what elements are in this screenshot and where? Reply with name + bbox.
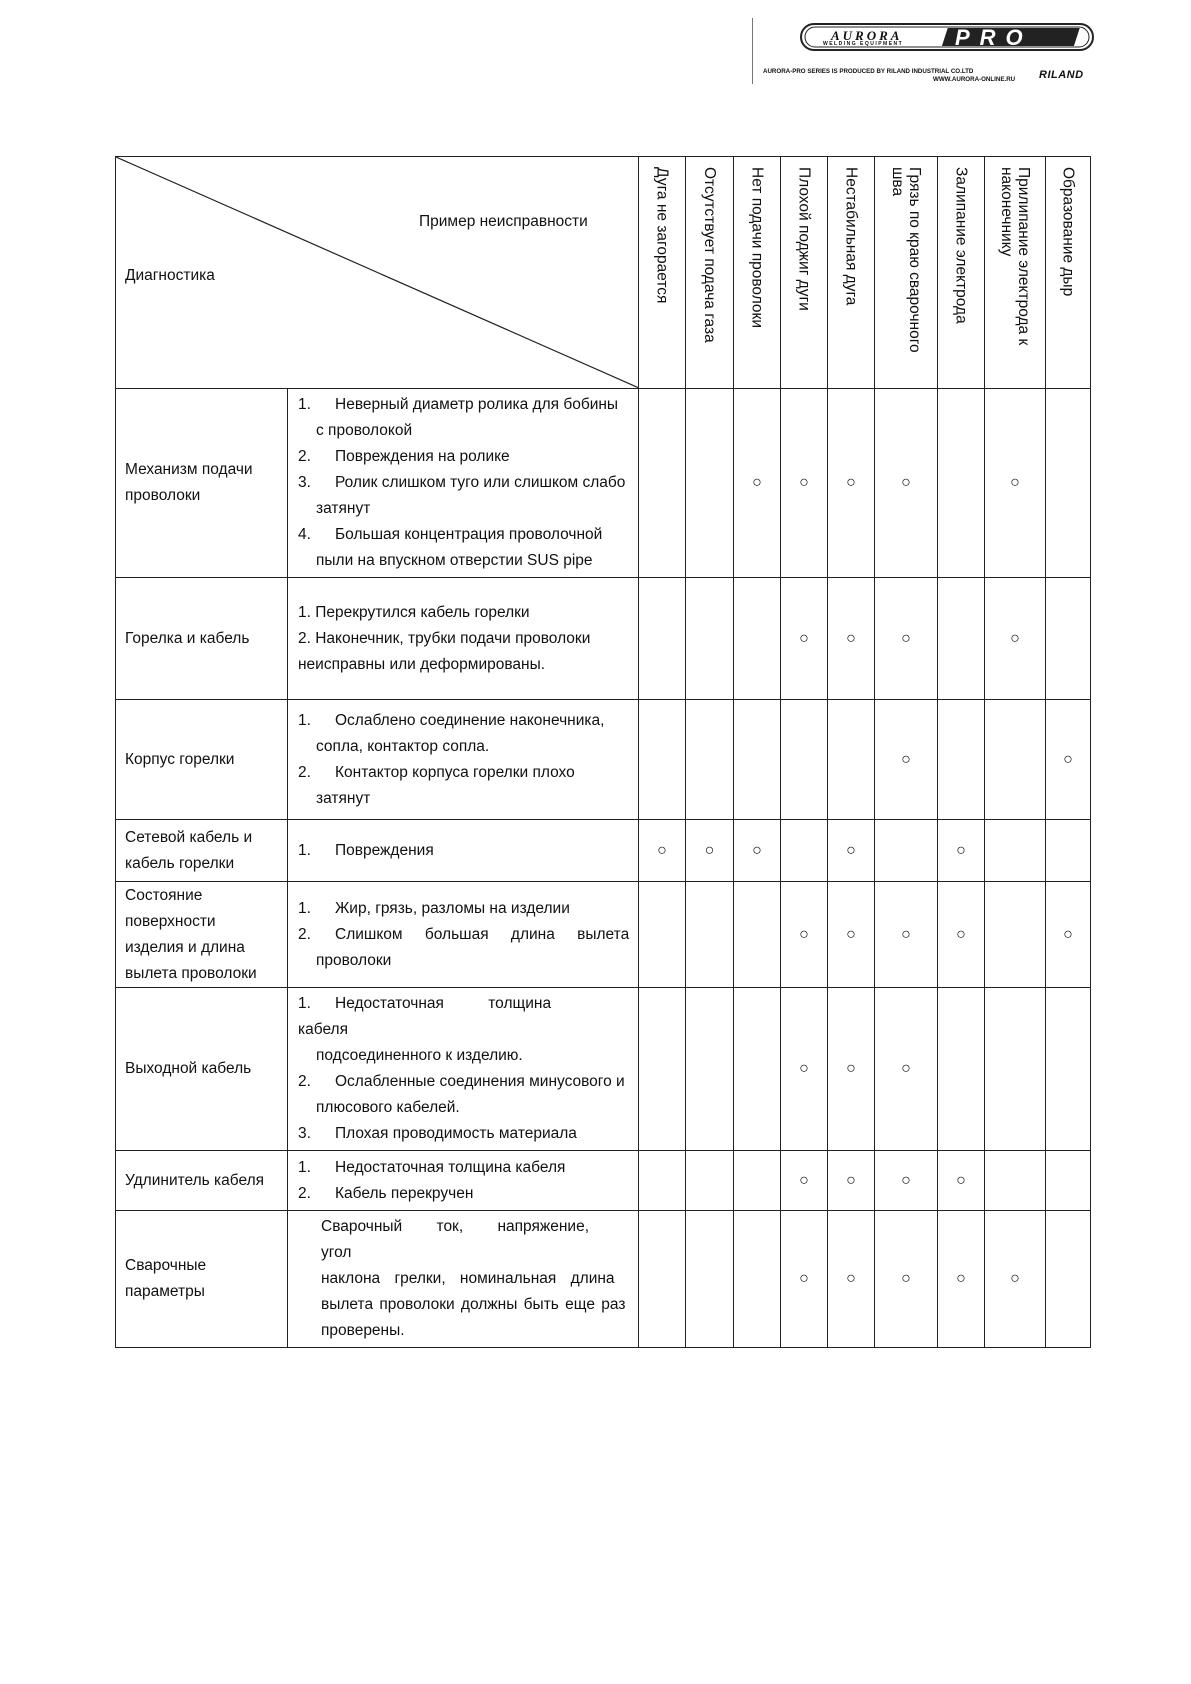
header-row (116, 157, 1091, 389)
column-header (828, 157, 875, 389)
column-header-label: Нестабильная дуга (842, 167, 860, 306)
causes-cell: 1. Жир, грязь, разломы на изделии 2. Слишком большая длина вылета проволоки (288, 882, 639, 988)
diagnosis-cell: Механизм подачи проволоки (116, 389, 288, 578)
aurora-pro-logo-icon (753, 18, 1096, 68)
mark-cell: ○ (875, 882, 938, 988)
mark-cell (686, 700, 734, 820)
mark-cell: ○ (938, 882, 985, 988)
causes-cell: 1. Недостаточная толщина кабеля 2. Кабель перекручен (288, 1151, 639, 1211)
column-header-label: Грязь по краю сварочного шва (889, 167, 923, 353)
mark-cell (985, 700, 1046, 820)
diagnosis-cell: Удлинитель кабеля (116, 1151, 288, 1211)
mark-cell (734, 1151, 781, 1211)
mark-cell: ○ (938, 1211, 985, 1348)
column-header (875, 157, 938, 389)
mark-cell: ○ (734, 389, 781, 578)
mark-cell: ○ (828, 882, 875, 988)
mark-cell (686, 1211, 734, 1348)
mark-cell (639, 700, 686, 820)
corner-label-fault: Пример неисправности (419, 213, 588, 230)
causes-cell: 1. Неверный диаметр ролика для бобины с проволокой 2. Повреждения на ролике 3. Ролик слишком туго или слишком слабо затянут 4. Большая концентрация проволочной пыли на впускном отверстии SUS pipe (288, 389, 639, 578)
causes-cell: 1. Перекрутился кабель горелки 2. Наконечник, трубки подачи проволоки неисправны или деформированы. (288, 578, 639, 700)
mark-cell: ○ (686, 820, 734, 882)
mark-cell: ○ (828, 578, 875, 700)
caption-line-1: AURORA-PRO SERIES IS PRODUCED BY RILAND INDUSTRIAL CO.LTD (763, 68, 974, 75)
mark-cell (938, 389, 985, 578)
diagnosis-cell: Корпус горелки (116, 700, 288, 820)
mark-cell: ○ (875, 988, 938, 1151)
mark-cell: ○ (828, 820, 875, 882)
brand-subtitle: WELDING EQUIPMENT (823, 41, 904, 47)
column-header-label: Образование дыр (1059, 167, 1077, 297)
causes-cell: 1. Ослаблено соединение наконечника, сопла, контактор сопла. 2. Контактор корпуса горелки плохо затянут (288, 700, 639, 820)
table-row (116, 988, 1091, 1151)
mark-cell (639, 1211, 686, 1348)
mark-cell: ○ (875, 389, 938, 578)
mark-cell (1046, 820, 1091, 882)
mark-cell (639, 988, 686, 1151)
mark-cell: ○ (734, 820, 781, 882)
mark-cell (734, 988, 781, 1151)
column-header (1046, 157, 1091, 389)
caption-line-2: WWW.AURORA-ONLINE.RU (933, 76, 1016, 83)
mark-cell (639, 389, 686, 578)
causes-cell: Сварочный ток, напряжение, угол наклона грелки, номинальная длина вылета проволоки должны быть еще раз проверены. (288, 1211, 639, 1348)
mark-cell: ○ (781, 1151, 828, 1211)
mark-cell: ○ (875, 1211, 938, 1348)
table-row (116, 820, 1091, 882)
mark-cell (686, 578, 734, 700)
mark-cell: ○ (781, 882, 828, 988)
mark-cell (639, 1151, 686, 1211)
mark-cell (938, 988, 985, 1151)
corner-header (116, 157, 639, 389)
mark-cell (734, 882, 781, 988)
mark-cell: ○ (828, 988, 875, 1151)
diagnosis-cell: Состояние поверхности изделия и длина вылета проволоки (116, 882, 288, 988)
column-header-label: Прилипание электрода к наконечнику (998, 167, 1032, 346)
mark-cell: ○ (985, 578, 1046, 700)
brand-pro: PRO (955, 25, 1033, 50)
mark-cell: ○ (828, 1211, 875, 1348)
mark-cell (686, 1151, 734, 1211)
mark-cell: ○ (639, 820, 686, 882)
table-row (116, 1211, 1091, 1348)
mark-cell (1046, 988, 1091, 1151)
diagnosis-cell: Сетевой кабель и кабель горелки (116, 820, 288, 882)
causes-cell: 1. Повреждения (288, 820, 639, 882)
column-header-label: Нет подачи проволоки (748, 167, 766, 328)
mark-cell: ○ (1046, 700, 1091, 820)
mark-cell (1046, 1151, 1091, 1211)
mark-cell (781, 820, 828, 882)
column-header-label: Отсутствует подача газа (701, 167, 718, 343)
column-header (985, 157, 1046, 389)
troubleshooting-table (115, 156, 1091, 1348)
mark-cell: ○ (781, 988, 828, 1151)
mark-cell: ○ (875, 1151, 938, 1211)
column-header (938, 157, 985, 389)
mark-cell (985, 820, 1046, 882)
mark-cell (734, 1211, 781, 1348)
table-row (116, 700, 1091, 820)
mark-cell (938, 578, 985, 700)
mark-cell (985, 988, 1046, 1151)
header-logo (752, 18, 1096, 84)
mark-cell (781, 700, 828, 820)
mark-cell: ○ (875, 578, 938, 700)
brand-aurora: AURORA (831, 28, 903, 43)
column-header (686, 157, 734, 389)
mark-cell: ○ (1046, 882, 1091, 988)
mark-cell (639, 578, 686, 700)
causes-cell: 1. Недостаточная толщина кабеля подсоединенного к изделию. 2. Ослабленные соединения минусового и плюсового кабелей. 3. Плохая проводимость материала (288, 988, 639, 1151)
diagnosis-cell: Выходной кабель (116, 988, 288, 1151)
mark-cell: ○ (781, 578, 828, 700)
mark-cell: ○ (875, 700, 938, 820)
mark-cell (985, 882, 1046, 988)
mark-cell: ○ (985, 389, 1046, 578)
mark-cell (639, 882, 686, 988)
diagnosis-cell: Сварочные параметры (116, 1211, 288, 1348)
mark-cell (686, 389, 734, 578)
diagnosis-cell: Горелка и кабель (116, 578, 288, 700)
mark-cell: ○ (781, 1211, 828, 1348)
table-row (116, 578, 1091, 700)
column-header-label: Дуга не загорается (653, 167, 671, 304)
mark-cell (686, 882, 734, 988)
mark-cell: ○ (828, 1151, 875, 1211)
mark-cell (985, 1151, 1046, 1211)
mark-cell: ○ (781, 389, 828, 578)
column-header (781, 157, 828, 389)
mark-cell: ○ (828, 389, 875, 578)
mark-cell (1046, 389, 1091, 578)
riland-logo: RILAND (1039, 69, 1084, 81)
mark-cell (1046, 578, 1091, 700)
mark-cell (734, 578, 781, 700)
column-header-label: Залипание электрода (952, 167, 970, 324)
table-row (116, 882, 1091, 988)
mark-cell (1046, 1211, 1091, 1348)
mark-cell: ○ (938, 1151, 985, 1211)
corner-label-diagnosis: Диагностика (125, 267, 215, 284)
mark-cell (828, 700, 875, 820)
mark-cell: ○ (938, 820, 985, 882)
table-row (116, 1151, 1091, 1211)
column-header (734, 157, 781, 389)
column-header-label: Плохой поджиг дуги (795, 167, 813, 311)
column-header (639, 157, 686, 389)
mark-cell (686, 988, 734, 1151)
mark-cell: ○ (985, 1211, 1046, 1348)
mark-cell (938, 700, 985, 820)
table-row (116, 389, 1091, 578)
mark-cell (734, 700, 781, 820)
mark-cell (875, 820, 938, 882)
